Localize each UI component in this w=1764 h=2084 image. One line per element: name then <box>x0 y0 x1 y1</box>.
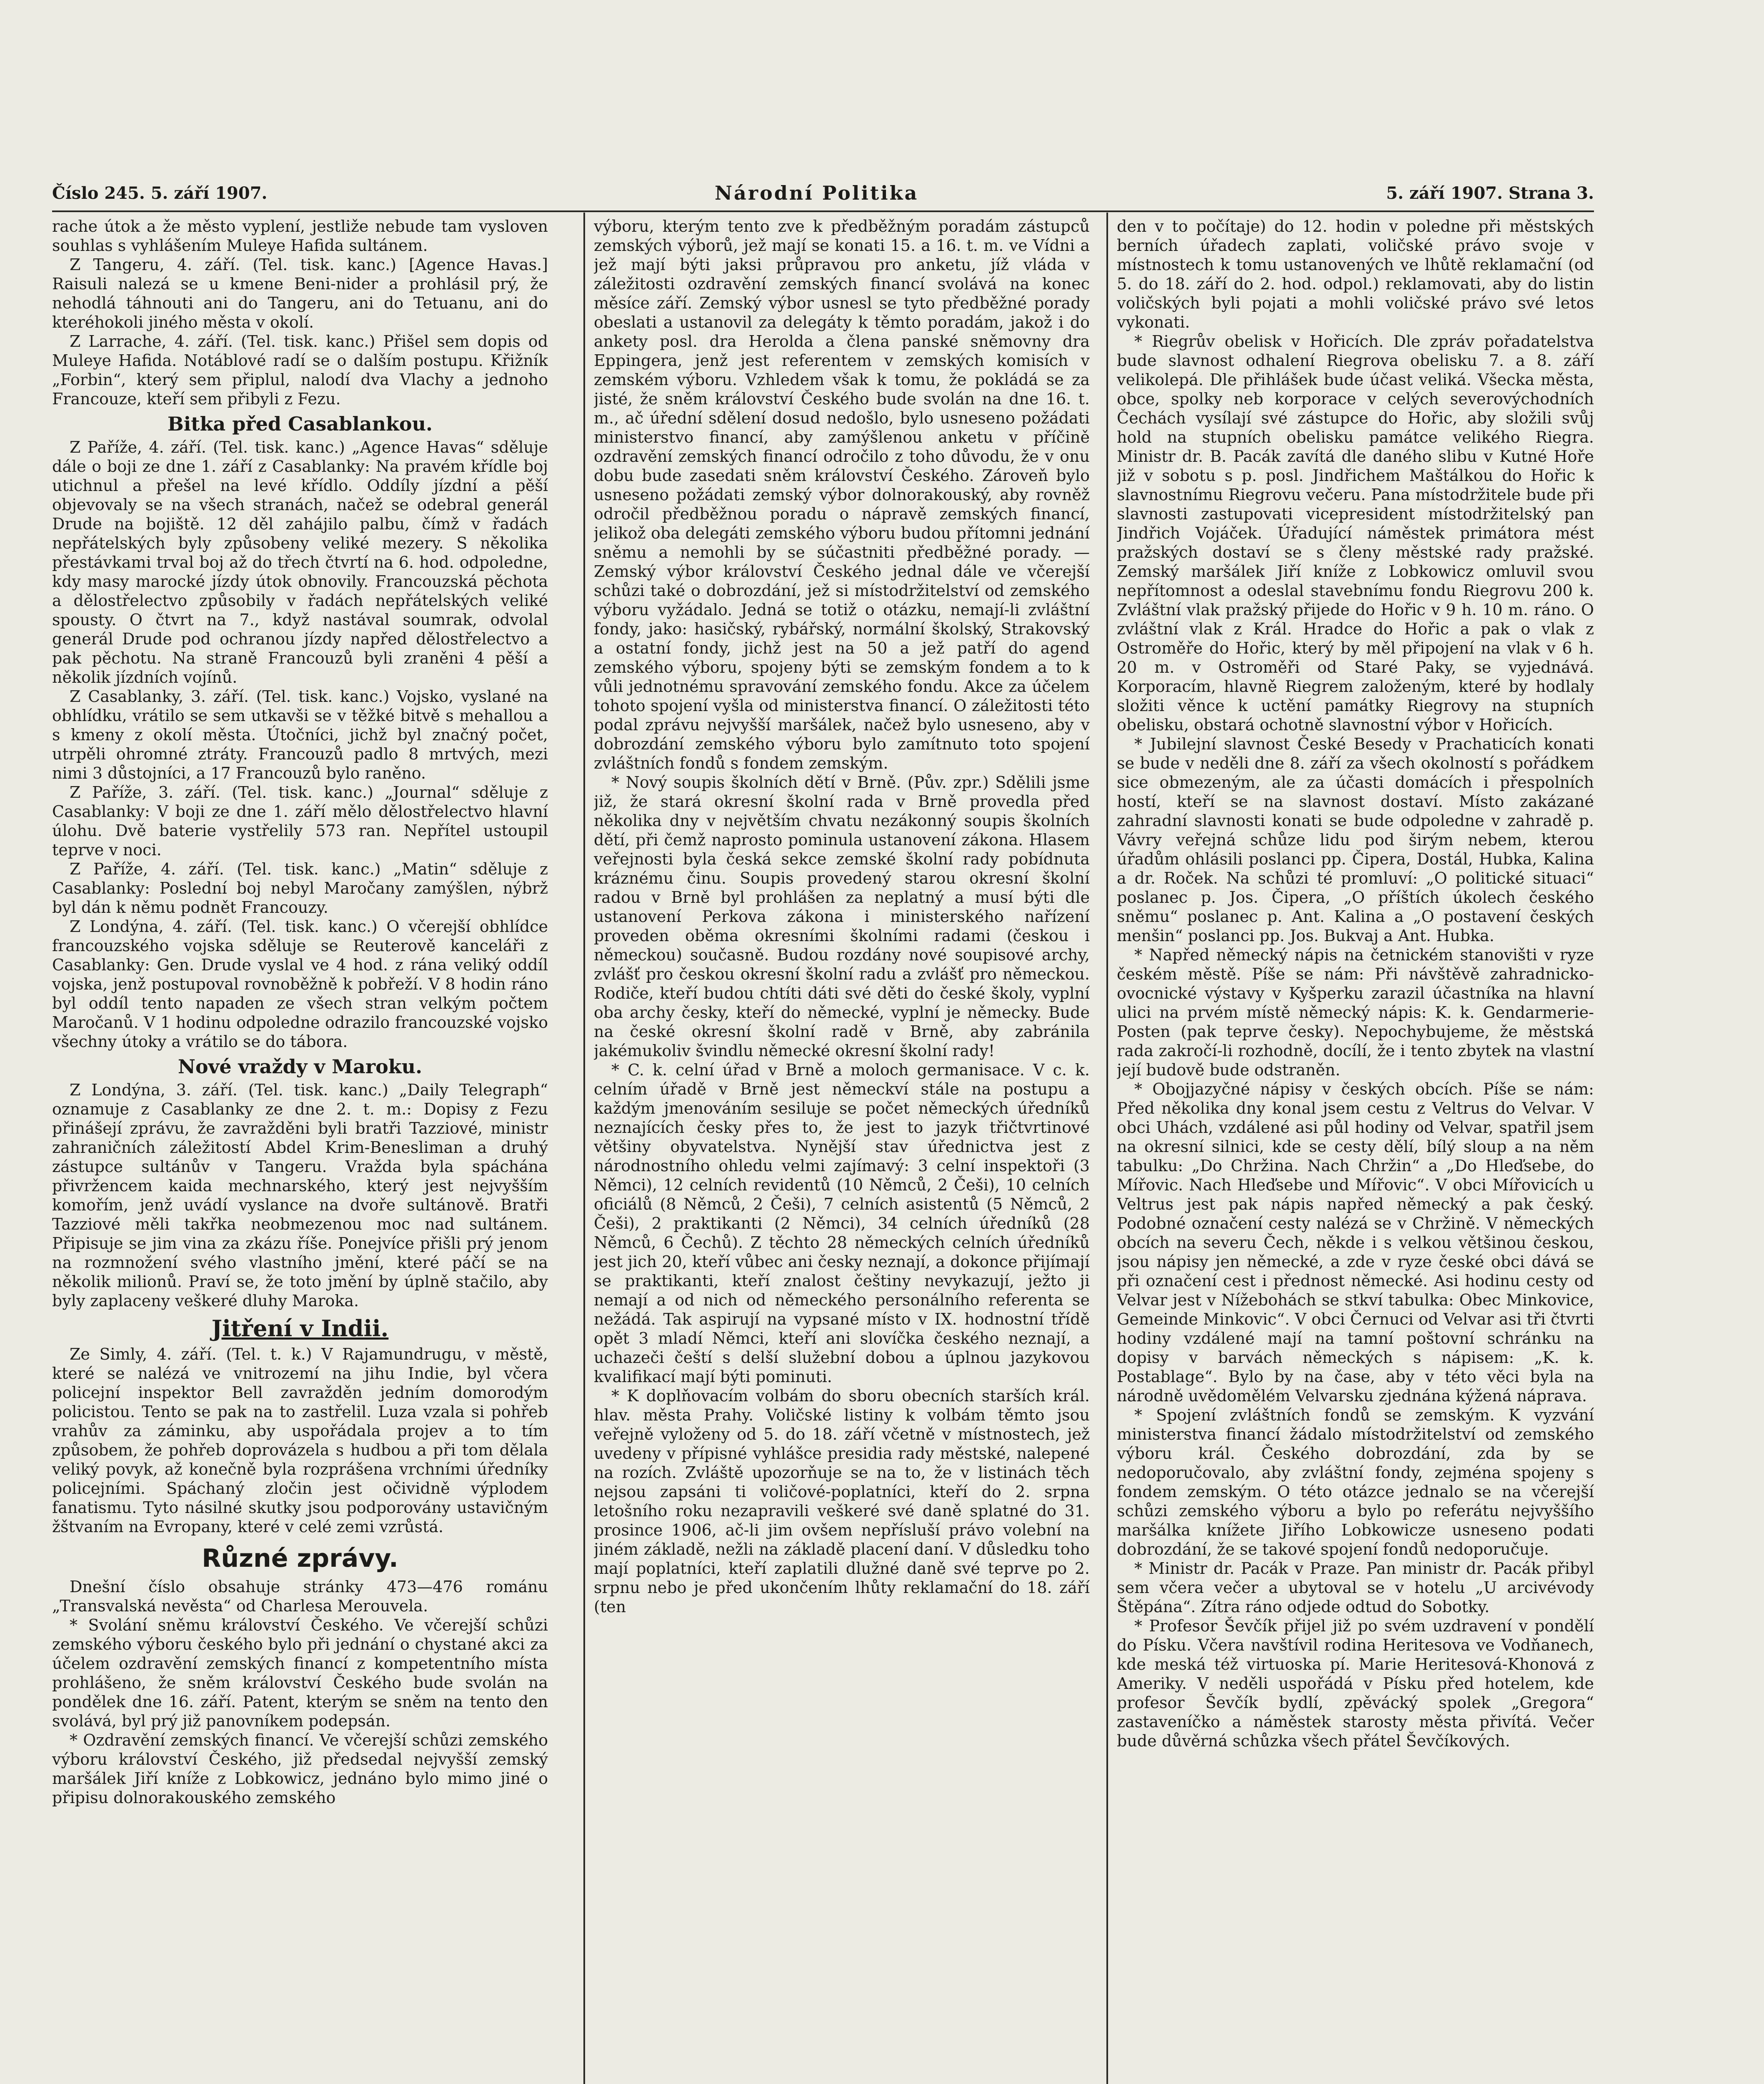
issue-number: Číslo 245. 5. září 1907. <box>52 183 268 203</box>
paragraph: výboru, kterým tento zve k předběžným poradám zástupců zemských výborů, jež mají se konati 15. a 16. t. m. ve Vídni a jež mají býti jaksi průpravou pro anketu, jíž vláda v záležitosti ozdravění zemských financí svolává na konec měsíce září. Zemský výbor usnesl se tyto předběžné porady obeslati a ustanovil za delegáty k těmto poradám, jakož i do ankety posl. dra Herolda a člena panské sněmovny dra Eppingera, jenž jest referentem v zemských komisích v zemském výboru. Vzhledem však k tomu, že pokládá se za jisté, že sněm království Českého bude svolán na dne 16. t. m., ač úřední sdělení dosud nedošlo, bylo usneseno požádati ministerstvo financí, aby zamýšlenou anketu v příčině ozdravění zemských financí odročilo z toho důvodu, že v onu dobu bude zasedati sněm království Českého. Zároveň bylo usneseno požádati zemský výbor dolnorakouský, aby rovněž odročil předběžnou poradu o nápravě zemských financí, jelikož oba delegáti zemského výboru budou přítomni jednání sněmu a nemohli by se súčastniti předběžné porady. — Zemský výbor království Českého jednal dále ve včerejší schůzi také o dobrozdání, jež si místodržitelství od zemského výboru vyžádalo. Jedná se totiž o otázku, nemají-li zvláštní fondy, jako: hasičský, rybářský, normální školský, Strakovský a ostatní fondy, jichž jest na 50 a jež patří do agend zemského výboru, spojeny býti se zemským fondem a to k vůli jednotnému spravování zemského fondu. Akce za účelem tohoto spojení vyšla od ministerstva financí. O záležitosti této podal zprávu nejvyšší maršálek, načež bylo usneseno, aby v dobrozdání zemského výboru bylo zamítnuto toto spojení zvláštních fondů s fondem zemským. <box>594 217 1090 772</box>
paragraph: * Spojení zvláštních fondů se zemským. K vyzvání ministerstva financí žádalo místodržitelství od zemského výboru král. Českého dobrozdání, zda by se nedoporučovalo, aby zvláštní fondy, zejména spojeny s fondem zemským. O této otázce jednalo se na včerejší schůzi zemského výboru a bylo po referátu nejvyššího maršálka knížete Jiřího Lobkowicze usneseno podati dobrozdání, že se takové spojení fondů nedoporučuje. <box>1117 1406 1594 1558</box>
column-1 <box>52 217 548 2084</box>
paragraph: * Riegrův obelisk v Hořicích. Dle zpráv pořadatelstva bude slavnost odhalení Riegrova obelisku 7. a 8. září velikolepá. Dle přihlášek bude účast veliká. Všecka města, obce, spolky neb korporace v celých severovýchodních Čechách vysílají své zástupce do Hořic, aby složili svůj hold na stupních obelisku památce velikého Riegra. Ministr dr. B. Pacák zavítá dle daného slibu v Kutné Hoře již v sobotu s p. posl. Jindřichem Maštálkou do Hořic k slavnostnímu Riegrovu večeru. Pana místodržitele bude při slavnosti zastupovati vicepresident místodržitelský pan Jindřich Vojáček. Úřadující náměstek primátora mést pražských dostaví se s členy městské rady pražské. Zemský maršálek Jiří kníže z Lobkowicz omluvil svou nepřítomnost a odeslal stavebnímu fondu Riegrovu 200 k. Zvláštní vlak pražský přijede do Hořic v 9 h. 10 m. ráno. O zvláštní vlak z Král. Hradce do Hořic a pak o vlak z Ostroměře do Hořic, který by měl připojení na vlak v 6 h. 20 m. v Ostroměři od Staré Paky, se vyjednává. Korporacím, hlavně Riegrem založeným, které by hodlaly složiti věnce k uctění památky Riegrovy na stupních obelisku, obstará ochotně slavnostní výbor v Hořicích. <box>1117 332 1594 734</box>
paragraph: den v to počítaje) do 12. hodin v poledne při městských berních úřadech zaplati, voličské právo svoje v místnostech k tomu ustanovených ve lhůtě reklamační (od 5. do 18. září do 2. hod. odpol.) reklamovati, aby do listin voličských byli pojati a mohli voličské právo své letos vykonati. <box>1117 217 1594 331</box>
column-3 <box>1117 217 1594 2084</box>
paragraph: * C. k. celní úřad v Brně a moloch germanisace. V c. k. celním úřadě v Brně jest německví stále na postupu a každým jmenováním sesiluje se počet německých úředníků neznajících česky přes to, že jest to jazyk třičtvrtinové většiny obyvatelstva. Nynější stav úřednictva jest z národnostního ohledu velmi zajímavý: 3 celní inspektoři (3 Němci), 12 celních revidentů (10 Němců, 2 Češi), 10 celních oficiálů (8 Němců, 2 Češi), 7 celních asistentů (5 Němců, 2 Češi), 2 praktikanti (2 Němci), 34 celních úředníků (28 Němců, 6 Čechů). Z těchto 28 německých celních úředníků jest jich 20, kteří vůbec ani česky neznají, a dokonce přijímají se praktikanti, kteří znalost češtiny nevykazují, ježto ji nemají a od nich od německého personálního referenta se nežádá. Tak aspirují na vypsané místo v IX. hodnostní třídě opět 3 mladí Němci, kteří ani slovíčka českého neznají, a uchazeči čeští s delší služební dobou a úplnou jazykovou kvalifikací mají býti pominuti. <box>594 1061 1090 1386</box>
paragraph: * Napřed německý nápis na četnickém stanovišti v ryze českém městě. Píše se nám: Při návštěvě zahradnicko-ovocnické výstavy v Kyšperku zarazil účastníka na hlavní ulici na prvém místě německý nápis: K. k. Gendarmerie-Posten (pak teprve česky). Nepochybujeme, že městská rada zakročí-li rozhodně, docílí, že i tento zbytek na vlastní její budově bude odstraněn. <box>1117 946 1594 1079</box>
paragraph: * Nový soupis školních dětí v Brně. (Pův. zpr.) Sdělili jsme již, že stará okresní školní rada v Brně provedla před několika dny v největším chvatu nezákonný soupis školních dětí, při čemž naprosto pominula ustanovení zákona. Hlasem veřejnosti byla česká sekce zemské školní rady pobídnuta kráznému činu. Soupis provedený starou okresní školní radou v Brně byl prohlášen za neplatný a musí býti dle ustanovení Perkova zákona i ministerského nařízení proveden oběma okresními školními radami (českou i německou) současně. Budou rozdány nové soupisové archy, zvlášť pro českou okresní školní radu a zvlášť pro německou. Rodiče, kteří budou chtíti dáti své děti do české školy, vyplní oba archy česky, kteří do německé, vyplní je německy. Bude na české okresní školní radě v Brně, aby zabránila jakémukoliv švindlu německé okresní školní rady! <box>594 773 1090 1060</box>
column-rule <box>583 213 585 2084</box>
paragraph: Z Londýna, 4. září. (Tel. tisk. kanc.) O včerejší obhlídce francouzského vojska sděluje se Reuterově kanceláři z Casablanky: Gen. Drude vyslal ve 4 hod. z rána veliký oddíl vojska, jenž postupoval rovnoběžně k pobřeží. V 8 hodin ráno byl oddíl tento napaden ze všech stran velkým počtem Maročanů. V 1 hodinu odpoledne odrazilo francouzské vojsko všechny útoky a vrátilo se do tábora. <box>52 917 548 1051</box>
paragraph: Z Tangeru, 4. září. (Tel. tisk. kanc.) [Agence Havas.] Raisuli nalezá se u kmene Beni-nider a prohlásil prý, že nehodlá táhnouti ani do Tangeru, ani do Tetuanu, ani do kteréhokoli jiného města v okolí. <box>52 255 548 331</box>
paragraph: * Profesor Ševčík přijel již po svém uzdravení v pondělí do Písku. Včera navštívil rodina Heritesova ve Vodňanech, kde meská též virtuoska pí. Marie Heritesová-Khonová z Ameriky. V neděli uspořádá v Písku před hotelem, kde profesor Ševčík bydlí, zpěvácký spolek „Gregora“ zastaveníčko a náměstek starosty města přivítá. Večer bude důvěrná schůzka všech přátel Ševčíkových. <box>1117 1617 1594 1750</box>
paragraph: Z Paříže, 4. září. (Tel. tisk. kanc.) „Agence Havas“ sděluje dále o boji ze dne 1. září z Casablanky: Na pravém křídle boj utichnul a přešel na levé křídlo. Oddíly jízdní a pěší objevovaly se na všech stranách, načež se odebral generál Drude na bojiště. 12 děl zahájilo palbu, čímž v řadách nepřátelských byly způsobeny veliké mezery. S několika přestávkami trval boj až do třech čtvrtí na 6. hod. odpoledne, kdy masy marocké jízdy útok obnovily. Francouzská pěchota a dělostřelectvo způsobily v řadách nepřátelských veliké spousty. O čtvrt na 7., když nastával soumrak, odvolal generál Drude pod ochranou jízdy napřed dělostřelectvo a pak pěchotu. Na straně Francouzů byli zraněni 4 pěší a několik jízdních vojínů. <box>52 438 548 686</box>
paragraph: * Jubilejní slavnost České Besedy v Prachaticích konati se bude v neděli dne 8. září za všech okolností s pořádkem sice obmezeným, ale za účasti domácích i přespolních hostí, kteří se na slavnost dostaví. Místo zakázané zahradní slavnosti konati se bude odpoledne v zahradě p. Vávry veřejná schůze lidu pod širým nebem, kterou úřadům ohlásili poslanci pp. Čipera, Dostál, Hubka, Kalina a dr. Roček. Na schůzi té promluví: „O politické situaci“ poslanec p. Jos. Čipera, „O příštích úkolech českého sněmu“ poslanec p. Ant. Kalina a „O postavení českých menšin“ poslanci pp. Jos. Bukvaj a Ant. Hubka. <box>1117 735 1594 945</box>
paragraph: Ze Simly, 4. září. (Tel. t. k.) V Rajamundrugu, v městě, které se nalézá ve vnitrozemí na jihu Indie, byl včera policejní inspektor Bell zavražděn jedním domorodým policistou. Tento se pak na to zastřelil. Luza vzala si pohřeb vrahův za záminku, aby uspořádala projev a to tím způsobem, že pohřeb doprovázela s hudbou a při tom dělala veliký povyk, až konečně byla rozprášena vrchními úředníky policejními. Spáchaný zločin jest očividně výplodem fanatismu. Tyto násilné skutky jsou podporovány ustavičným žštvaním na Evropany, které v celé zemi vzrůstá. <box>52 1345 548 1536</box>
paragraph: Z Larrache, 4. září. (Tel. tisk. kanc.) Přišel sem dopis od Muleye Hafida. Notáblové radí se o dalším postupu. Křižník „Forbin“, který sem připlul, nalodí dva Vlachy a jednoho Francouze, kteří sem přibyli z Fezu. <box>52 332 548 408</box>
paragraph: * Ministr dr. Pacák v Praze. Pan ministr dr. Pacák přibyl sem včera večer a ubytoval se v hotelu „U arcivévody Štěpána“. Zítra ráno odjede odtud do Sobotky. <box>1117 1559 1594 1616</box>
paragraph: * Obojjazyčné nápisy v českých obcích. Píše se nám: Před několika dny konal jsem cestu z Veltrus do Velvar. V obci Uhách, vzdálené asi půl hodiny od Velvar, spatřil jsem na okresní silnici, kde se cesty dělí, bílý sloup a na něm tabulku: „Do Chržina. Nach Chržin“ a „Do Hleďsebe, do Mířovic. Nach Hleďsebe und Mířovic“. V obci Mířovicích u Veltrus jest pak nápis napřed německý a pak český. Podobné označení cesty nalézá se v Chržině. V německých obcích na severu Čech, někde i s velkou většinou českou, jsou nápisy jen německé, a zde v ryze české obci dává se při označení cest i přednost německé. Asi hodinu cesty od Velvar jest v Nížebohách se stkví tabulka: Obec Minkovice, Gemeinde Minkovic“. V obci Černuci od Velvar asi tři čtvrti hodiny vzdálené mají na tamní poštovní schránku na dopisy v barvách německých s nápisem: „K. k. Postablage“. Bylo by na čase, aby v této věci byla na národně uvědomělém Velvarsku zjednána kýžená náprava. <box>1117 1080 1594 1405</box>
paragraph: rache útok a že město vyplení, jestliže nebude tam vysloven souhlas s vyhlášením Muleye Hafida sultánem. <box>52 217 548 255</box>
paragraph: Z Londýna, 3. září. (Tel. tisk. kanc.) „Daily Telegraph“ oznamuje z Casablanky ze dne 2. t. m.: Dopisy z Fezu přinášejí zprávu, že zavražděni byli bratři Tazziové, ministr zahraničních záležitostí Abdel Krim-Benesliman a druhý zástupce sultánův v Tangeru. Vražda byla spáchána přivržencem kaida mechnarského, který jest nejvyšším komořím, jenž uvádí vyslance na dvoře sultánově. Bratři Tazziové měli takřka neobmezenou moc nad sultánem. Připisuje se jim vina za zkázu říše. Ponejvíce přišli prý jenom na rozmnožení svého vlastního jmění, které páčí se na několik milionů. Praví se, že toto jmění by úplně stačilo, aby byly zaplaceny veškeré dluhy Maroka. <box>52 1081 548 1310</box>
page-header <box>52 183 1594 208</box>
section-heading: Bitka před Casablankou. <box>167 413 433 435</box>
paragraph: * Ozdravění zemských financí. Ve včerejší schůzi zemského výboru království Českého, již předsedal nejvyšší zemský maršálek Jiří kníže z Lobkowicz, jednáno bylo mimo jiné o připisu dolnorakouského zemského <box>52 1731 548 1807</box>
newspaper-title: Národní Politika <box>715 182 919 204</box>
column-rule <box>1106 213 1108 2084</box>
paragraph: * K doplňovacím volbám do sboru obecních starších král. hlav. města Prahy. Voličské listiny k volbám těmto jsou veřejně vyloženy od 5. do 18. září včetně v místnostech, jež uvedeny v přípisné vyhlášce presidia rady městské, nalepené na rozích. Zvláště upozorňuje se na to, že v listinách těch nejsou zapsáni ti voličové-poplatníci, kteří do 2. srpna letošního roku nezapravili veškeré své daně splatné do 31. prosince 1906, ač-li jim ovšem nepřísluší právo volební na jiném základě, nežli na základě placení daní. V důsledku toho mají poplatníci, kteří zaplatili dlužné daně své teprve po 2. srpnu nebo je před ukončením lhůty reklamační do 18. září (ten <box>594 1387 1090 1616</box>
column-2 <box>594 217 1090 2084</box>
section-heading: Nové vraždy v Maroku. <box>178 1055 423 1078</box>
paragraph: Z Paříže, 4. září. (Tel. tisk. kanc.) „Matin“ sděluje z Casablanky: Poslední boj nebyl Maročany zamýšlen, nýbrž byl dán k němu podnět Francouzy. <box>52 860 548 917</box>
header-rule <box>52 210 1594 212</box>
section-heading: Jitření v Indii. <box>211 1315 389 1342</box>
page-number: 5. září 1907. Strana 3. <box>1386 183 1594 203</box>
paragraph: Z Casablanky, 3. září. (Tel. tisk. kanc.) Vojsko, vyslané na obhlídku, vrátilo se sem utkavši se v těžké bitvě s mehallou a s kmeny z okolí města. Útočníci, jichž byl značný počet, utrpěli ohromné ztráty. Francouzů padlo 8 mrtvých, mezi nimi 3 důstojníci, a 17 Francouzů bylo raněno. <box>52 687 548 782</box>
paragraph: Dnešní číslo obsahuje stránky 473—476 románu „Transvalská nevěsta“ od Charlesa Merouvela. <box>52 1578 548 1615</box>
section-heading: Různé zprávy. <box>202 1544 398 1573</box>
paragraph: * Svolání sněmu království Českého. Ve včerejší schůzi zemského výboru českého bylo při jednání o chystané akci za účelem ozdravění zemských financí z kompetentního místa prohlášeno, že sněm království Českého bude svolán na pondělek dne 16. září. Patent, kterým se sněm na tento den svolává, byl prý již panovníkem podepsán. <box>52 1616 548 1730</box>
paragraph: Z Paříže, 3. září. (Tel. tisk. kanc.) „Journal“ sděluje z Casablanky: V boji ze dne 1. září mělo dělostřelectvo hlavní úlohu. Dvě baterie vystřelily 573 ran. Nepřítel ustoupil teprve v noci. <box>52 783 548 859</box>
